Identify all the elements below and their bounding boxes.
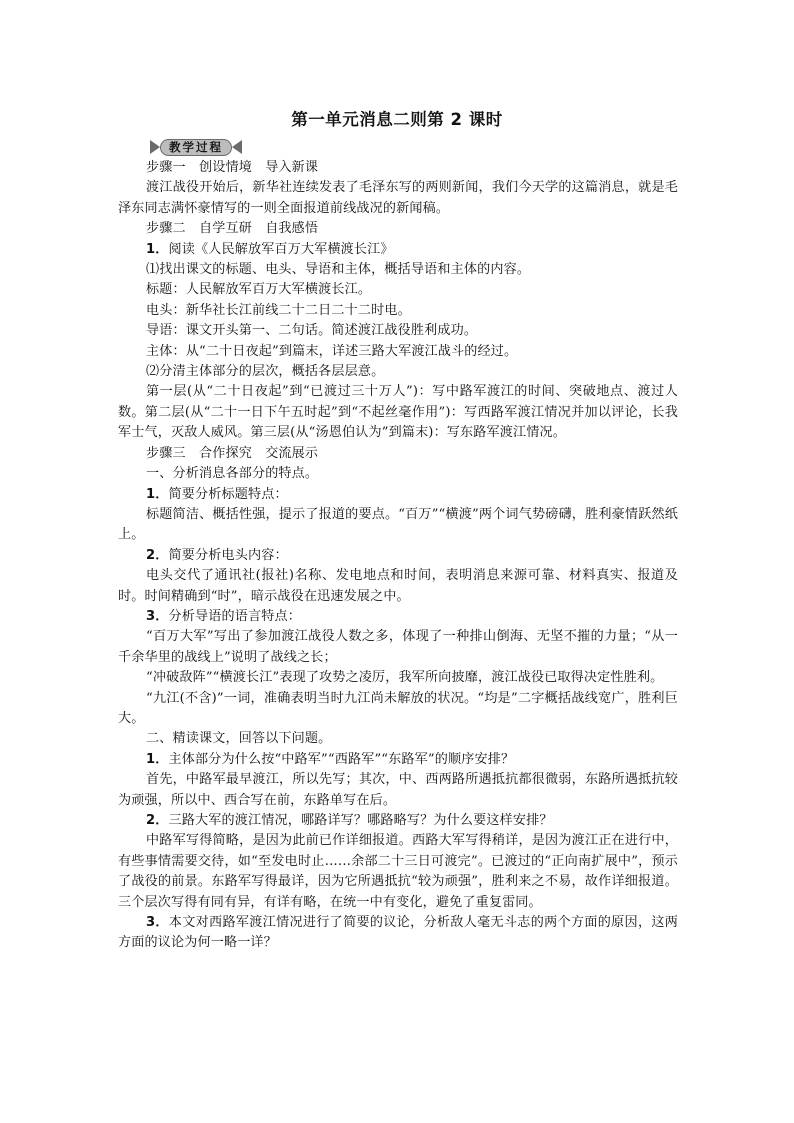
paragraph-text: 分析导语的语言特点：	[168, 608, 301, 624]
paragraph-text: 首先，中路军最早渡江，所以先写；其次，中、西两路所遇抵抗都很微弱，东路所遇抵抗较为顽强，所以中、西合写在前，东路单写在后。	[118, 772, 678, 808]
arrow-left-icon	[232, 140, 242, 154]
paragraph-text: 主体：从“二十日夜起”到篇末，详述三路大军渡江战斗的经过。	[146, 343, 518, 359]
paragraph	[118, 750, 678, 770]
item-number: 2．	[146, 547, 169, 563]
paragraph	[118, 280, 678, 300]
paragraph	[118, 240, 678, 260]
paragraph-text: 主体部分为什么按“中路军”“西路军”“东路军”的顺序安排？	[168, 751, 515, 767]
arrow-right-icon	[150, 140, 160, 154]
paragraph-text: ⑵分清主体部分的层次，概括各层层意。	[146, 364, 385, 380]
item-number: 1．	[146, 751, 169, 767]
paragraph-text: “冲破敌阵”“横渡长江”表现了攻势之凌厉，我军所向披靡，渡江战役已取得决定性胜利。	[146, 670, 664, 686]
paragraph	[118, 831, 678, 913]
paragraph	[118, 321, 678, 341]
paragraph-text: 步骤二 自学互研 自我感悟	[146, 221, 319, 237]
item-number: 3．	[146, 915, 169, 931]
paragraph-text: 步骤三 合作探究 交流展示	[146, 445, 319, 461]
paragraph	[118, 362, 678, 382]
paragraph-text: 一、分析消息各部分的特点。	[146, 466, 319, 482]
paragraph	[118, 729, 678, 749]
paragraph-text: 电头：新华社长江前线二十二日二十二时电。	[146, 302, 411, 318]
paragraph-text: 简要分析标题特点：	[168, 486, 288, 502]
paragraph	[118, 464, 678, 484]
paragraph-text: 电头交代了通讯社(报社)名称、发电地点和时间，表明消息来源可靠、材料真实、报道及时。时间精确到“时”，暗示战役在迅速发展之中。	[118, 568, 678, 604]
item-number: 2．	[146, 813, 169, 828]
paragraph-text: 简要分析电头内容：	[168, 547, 288, 563]
paragraph	[118, 566, 678, 607]
paragraph-text: 渡江战役开始后，新华社连续发表了毛泽东写的两则新闻，我们今天学的这篇消息，就是毛泽东同志满怀豪情写的一则全面报道前线战况的新闻稿。	[118, 180, 678, 216]
paragraph	[118, 770, 678, 811]
paragraph	[118, 913, 678, 954]
paragraph-text: ⑴找出课文的标题、电头、导语和主体，概括导语和主体的内容。	[146, 262, 531, 278]
paragraph-text: “九江(不含)”一词，准确表明当时九江尚未解放的状况。“均是”二字概括战线宽广，胜利巨大。	[118, 690, 678, 726]
banner-label: 教学过程	[160, 139, 232, 156]
paragraph-text: 导语：课文开头第一、二句话。简述渡江战役胜利成功。	[146, 323, 478, 339]
paragraph	[118, 444, 678, 464]
paragraph-text: 步骤一 创设情境 导入新课	[146, 160, 319, 175]
paragraph	[118, 178, 678, 219]
paragraph	[118, 301, 678, 321]
paragraph-text: 中路军写得简略，是因为此前已作详细报道。西路大军写得稍详，是因为渡江正在进行中，有些事情需要交待，如“至发电时止……余部二十三日可渡完”。已渡过的“正向南扩展中”，预示了战役的前景。东路军写得最详，因为它所遇抵抗“较为顽强”，胜利来之不易，故作详细报道。三个层次写得有同有异，有详有略，在统一中有变化，避免了重复雷同。	[118, 833, 678, 910]
paragraph	[118, 627, 678, 668]
paragraph	[118, 668, 678, 688]
paragraph-text: “百万大军”写出了参加渡江战役人数之多，体现了一种排山倒海、无坚不摧的力量；“从一千余华里的战线上”说明了战线之长；	[118, 629, 678, 665]
paragraph	[118, 382, 678, 443]
paragraph	[118, 260, 678, 280]
page-title: 第一单元消息二则第 2 课时	[291, 110, 503, 129]
paragraph-text: 标题：人民解放军百万大军横渡长江。	[146, 282, 372, 298]
paragraph	[118, 158, 678, 178]
paragraph	[118, 811, 678, 831]
lesson-body	[118, 158, 678, 954]
paragraph	[118, 689, 678, 730]
paragraph	[118, 342, 678, 362]
paragraph	[118, 607, 678, 627]
paragraph	[118, 505, 678, 546]
paragraph-text: 二、精读课文，回答以下问题。	[146, 731, 332, 747]
paragraph-text: 本文对西路军渡江情况进行了简要的议论，分析敌人毫无斗志的两个方面的原因，这两方面的议论为何一略一详？	[118, 915, 678, 951]
paragraph-text: 标题简洁、概括性强，提示了报道的要点。“百万”“横渡”两个词气势磅礴，胜利豪情跃然纸上。	[118, 506, 678, 543]
paragraph	[118, 485, 678, 505]
item-number: 1．	[146, 241, 169, 257]
paragraph	[118, 219, 678, 239]
item-number: 3．	[146, 608, 169, 624]
item-number: 1．	[146, 486, 169, 502]
paragraph-text: 阅读《人民解放军百万大军横渡长江》	[168, 241, 394, 257]
section-banner	[148, 138, 244, 156]
paragraph-text: 三路大军的渡江情况，哪路详写？哪路略写？为什么要这样安排？	[168, 813, 553, 828]
paragraph-text: 第一层(从“二十日夜起”到“已渡过三十万人”)：写中路军渡江的时间、突破地点、渡过人数。第二层(从“二十一日下午五时起”到“不起丝毫作用”)：写西路军渡江情况并加以评论，长我军士气，灭敌人威风。第三层(从“汤恩伯认为”到篇末)：写东路军渡江情况。	[118, 384, 678, 441]
paragraph	[118, 546, 678, 566]
